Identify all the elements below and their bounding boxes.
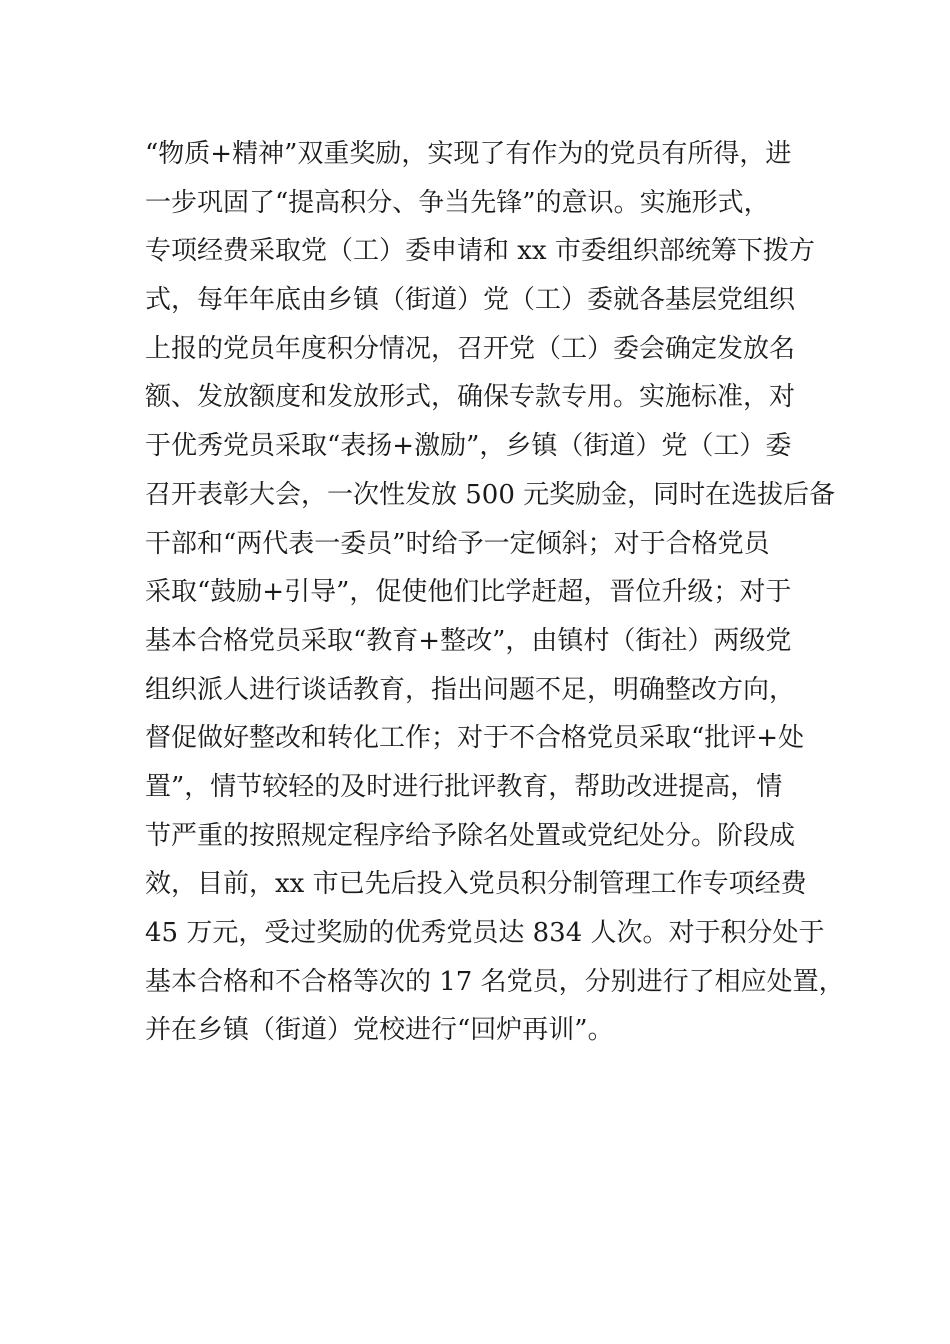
- text-line: 专项经费采取党（工）委申请和 xx 市委组织部统筹下拨方: [145, 236, 815, 267]
- text-line: 式，每年年底由乡镇（街道）党（工）委就各基层党组织: [145, 285, 796, 316]
- text-line: 组织派人进行谈话教育，指出问题不足，明确整改方向，: [145, 674, 796, 705]
- text-line: 上报的党员年度积分情况，召开党（工）委会确定发放名: [145, 333, 796, 364]
- text-line: 节严重的按照规定程序给予除名处置或党纪处分。阶段成: [145, 820, 796, 851]
- text-line: “物质+精神”双重奖励，实现了有作为的党员有所得，进: [145, 139, 792, 169]
- text-line: 效，目前，xx 市已先后投入党员积分制管理工作专项经费: [145, 869, 807, 900]
- text-line: 基本合格和不合格等次的 17 名党员，分别进行了相应处置，: [145, 966, 845, 997]
- text-line: 督促做好整改和转化工作；对于不合格党员采取“批评+处: [145, 723, 805, 754]
- text-line: 基本合格党员采取“教育+整改”，由镇村（街社）两级党: [145, 625, 792, 656]
- text-line: 召开表彰大会，一次性发放 500 元奖励金，同时在选拔后备: [145, 479, 836, 510]
- text-line: 并在乡镇（街道）党校进行“回炉再训”。: [145, 1015, 614, 1046]
- text-line: 一步巩固了“提高积分、争当先锋”的意识。实施形式，: [145, 187, 770, 218]
- text-line: 采取“鼓励+引导”，促使他们比学赶超，晋位升级；对于: [145, 577, 792, 608]
- text-line: 45 万元，受过奖励的优秀党员达 834 人次。对于积分处于: [145, 918, 825, 948]
- text-line: 额、发放额度和发放形式，确保专款专用。实施标准，对: [145, 382, 796, 413]
- text-line: 置”，情节较轻的及时进行批评教育，帮助改进提高，情: [145, 771, 783, 802]
- text-line: 于优秀党员采取“表扬+激励”，乡镇（街道）党（工）委: [145, 431, 792, 462]
- body-paragraph: [145, 130, 845, 1055]
- text-line: 干部和“两代表一委员”时给予一定倾斜；对于合格党员: [145, 528, 770, 559]
